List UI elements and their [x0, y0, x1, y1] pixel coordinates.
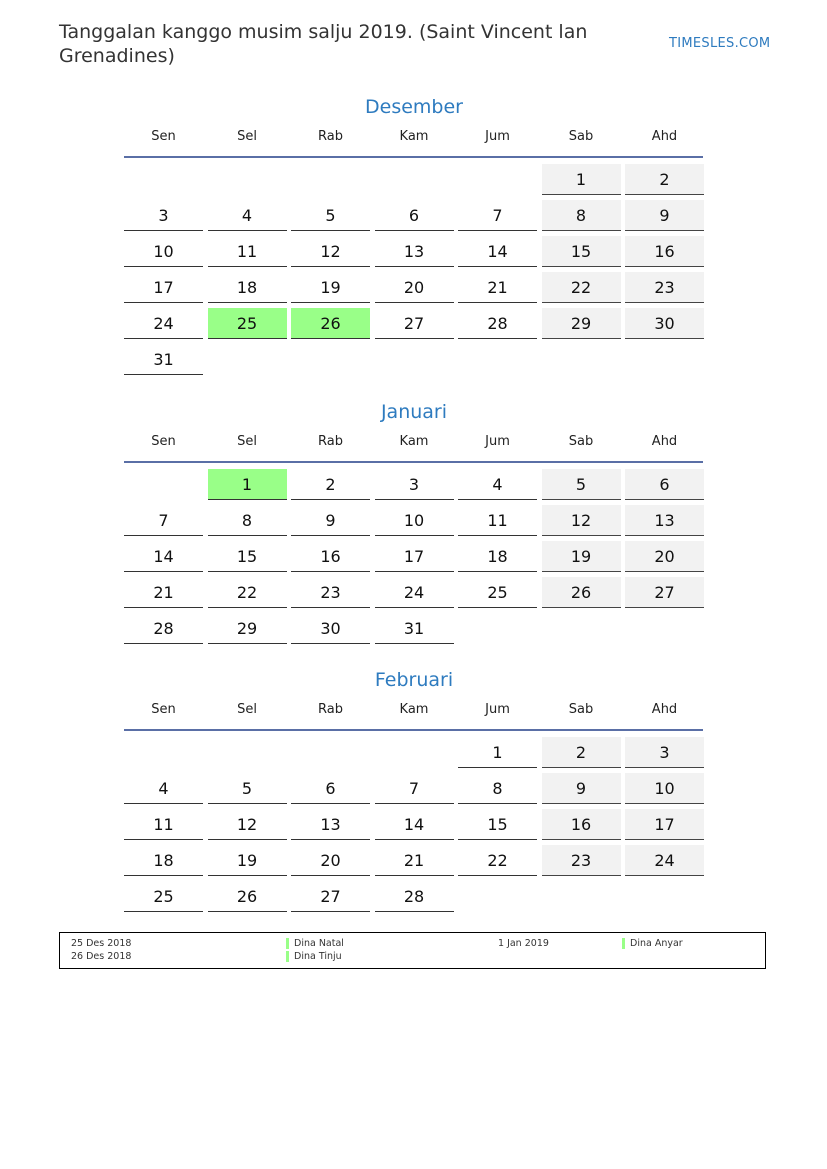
week-row — [124, 272, 704, 308]
empty-day-cell — [291, 737, 370, 768]
empty-day-cell — [625, 613, 704, 644]
empty-day-cell — [375, 737, 454, 768]
empty-day-cell — [291, 344, 370, 375]
day-cell[interactable]: 25 — [458, 577, 537, 608]
empty-day-cell — [458, 613, 537, 644]
week-row — [124, 737, 704, 773]
day-cell[interactable]: 8 — [458, 773, 537, 804]
day-cell[interactable]: 30 — [625, 308, 704, 339]
day-cell[interactable]: 23 — [291, 577, 370, 608]
day-cell[interactable]: 31 — [375, 613, 454, 644]
week-row — [124, 469, 704, 505]
day-cell[interactable]: 29 — [208, 613, 287, 644]
day-cell[interactable]: 11 — [124, 809, 203, 840]
empty-day-cell — [458, 344, 537, 375]
day-cell[interactable]: 4 — [208, 200, 287, 231]
weekday-label: Jum — [485, 434, 510, 449]
day-cell[interactable]: 20 — [375, 272, 454, 303]
day-cell[interactable]: 2 — [291, 469, 370, 500]
day-cell[interactable]: 22 — [542, 272, 621, 303]
month-block — [124, 93, 704, 380]
weekday-label: Sel — [237, 434, 257, 449]
week-row — [124, 881, 704, 917]
week-row — [124, 164, 704, 200]
day-cell[interactable]: 12 — [291, 236, 370, 267]
weekday-label: Rab — [318, 434, 343, 449]
day-cell[interactable]: 21 — [375, 845, 454, 876]
day-cell[interactable]: 8 — [542, 200, 621, 231]
day-cell[interactable]: 16 — [625, 236, 704, 267]
weekday-label: Sen — [151, 129, 176, 144]
legend-date: 26 Des 2018 — [71, 951, 132, 962]
day-cell[interactable]: 23 — [625, 272, 704, 303]
day-cell[interactable]: 18 — [458, 541, 537, 572]
weekday-label: Sab — [568, 129, 594, 144]
week-row — [124, 505, 704, 541]
day-cell[interactable]: 19 — [208, 845, 287, 876]
empty-day-cell — [375, 344, 454, 375]
day-cell[interactable]: 25 — [124, 881, 203, 912]
day-cell[interactable]: 15 — [458, 809, 537, 840]
day-cell[interactable]: 12 — [208, 809, 287, 840]
day-cell[interactable]: 2 — [625, 164, 704, 195]
day-cell[interactable]: 1 — [458, 737, 537, 768]
day-cell[interactable]: 12 — [542, 505, 621, 536]
month-name: Desember — [365, 96, 463, 118]
weekday-header — [124, 125, 704, 149]
month-block — [124, 398, 704, 649]
day-cell[interactable]: 14 — [124, 541, 203, 572]
day-cell[interactable]: 27 — [375, 308, 454, 339]
holiday-legend — [59, 932, 766, 969]
day-cell[interactable]: 19 — [542, 541, 621, 572]
header-divider — [124, 156, 703, 158]
empty-day-cell — [625, 344, 704, 375]
week-row — [124, 200, 704, 236]
day-cell[interactable]: 6 — [375, 200, 454, 231]
empty-day-cell — [124, 469, 203, 500]
day-cell[interactable]: 23 — [542, 845, 621, 876]
day-cell[interactable]: 17 — [375, 541, 454, 572]
day-cell[interactable]: 17 — [124, 272, 203, 303]
week-row — [124, 236, 704, 272]
day-cell[interactable]: 6 — [625, 469, 704, 500]
day-cell[interactable]: 10 — [625, 773, 704, 804]
day-cell[interactable]: 22 — [458, 845, 537, 876]
day-cell[interactable]: 31 — [124, 344, 203, 375]
day-cell[interactable]: 8 — [208, 505, 287, 536]
day-cell[interactable]: 15 — [208, 541, 287, 572]
weekday-label: Ahd — [651, 129, 678, 144]
legend-holiday-name: Dina Anyar — [622, 938, 683, 950]
day-cell[interactable]: 11 — [208, 236, 287, 267]
day-cell[interactable]: 16 — [291, 541, 370, 572]
weekday-label: Kam — [399, 434, 429, 449]
weekday-label: Sen — [151, 702, 176, 717]
legend-holiday-name: Dina Natal — [286, 938, 344, 950]
month-name: Januari — [380, 401, 448, 423]
empty-day-cell — [542, 344, 621, 375]
day-cell[interactable]: 4 — [124, 773, 203, 804]
weekday-label: Jum — [485, 129, 510, 144]
empty-day-cell — [208, 737, 287, 768]
weekday-label: Ahd — [651, 434, 678, 449]
holiday-day-cell[interactable]: 26 — [291, 308, 370, 339]
brand-link[interactable]: TIMESLES.COM — [669, 36, 771, 51]
empty-day-cell — [124, 737, 203, 768]
day-cell[interactable]: 13 — [625, 505, 704, 536]
weekday-label: Sen — [151, 434, 176, 449]
day-cell[interactable]: 21 — [124, 577, 203, 608]
day-cell[interactable]: 16 — [542, 809, 621, 840]
empty-day-cell — [542, 881, 621, 912]
day-cell[interactable]: 21 — [458, 272, 537, 303]
week-row — [124, 613, 704, 649]
empty-day-cell — [208, 164, 287, 195]
day-cell[interactable]: 14 — [458, 236, 537, 267]
day-cell[interactable]: 7 — [375, 773, 454, 804]
day-cell[interactable]: 3 — [625, 737, 704, 768]
holiday-day-cell[interactable]: 1 — [208, 469, 287, 500]
weekday-label: Sab — [568, 434, 594, 449]
weekday-header — [124, 430, 704, 454]
day-cell[interactable]: 17 — [625, 809, 704, 840]
legend-color-swatch — [286, 951, 289, 962]
legend-holiday-name: Dina Tinju — [286, 951, 342, 963]
week-row — [124, 577, 704, 613]
weekday-label: Ahd — [651, 702, 678, 717]
empty-day-cell — [625, 881, 704, 912]
day-cell[interactable]: 4 — [458, 469, 537, 500]
day-cell[interactable]: 28 — [124, 613, 203, 644]
weekday-label: Sel — [237, 129, 257, 144]
day-cell[interactable]: 3 — [375, 469, 454, 500]
empty-day-cell — [291, 164, 370, 195]
day-cell[interactable]: 24 — [124, 308, 203, 339]
day-cell[interactable]: 28 — [458, 308, 537, 339]
day-cell[interactable]: 10 — [375, 505, 454, 536]
weekday-label: Rab — [318, 702, 343, 717]
week-row — [124, 541, 704, 577]
page-title: Tanggalan kanggo musim salju 2019. (Saint Vincent lan Grenadines) — [59, 21, 588, 67]
day-cell[interactable]: 15 — [542, 236, 621, 267]
weekday-label: Kam — [399, 129, 429, 144]
week-row — [124, 809, 704, 845]
day-cell[interactable]: 22 — [208, 577, 287, 608]
day-cell[interactable]: 5 — [291, 200, 370, 231]
header-divider — [124, 461, 703, 463]
day-cell[interactable]: 20 — [291, 845, 370, 876]
day-cell[interactable]: 19 — [291, 272, 370, 303]
day-cell[interactable]: 9 — [542, 773, 621, 804]
month-block — [124, 666, 704, 917]
day-cell[interactable]: 20 — [625, 541, 704, 572]
week-row — [124, 773, 704, 809]
week-row — [124, 308, 704, 344]
legend-date: 25 Des 2018 — [71, 938, 132, 949]
weekday-label: Sel — [237, 702, 257, 717]
day-cell[interactable]: 5 — [208, 773, 287, 804]
day-cell[interactable]: 24 — [375, 577, 454, 608]
empty-day-cell — [375, 164, 454, 195]
week-row — [124, 344, 704, 380]
header-divider — [124, 729, 703, 731]
day-cell[interactable]: 28 — [375, 881, 454, 912]
empty-day-cell — [458, 881, 537, 912]
weekday-label: Kam — [399, 702, 429, 717]
weekday-header — [124, 698, 704, 722]
empty-day-cell — [124, 164, 203, 195]
day-cell[interactable]: 27 — [625, 577, 704, 608]
weekday-label: Sab — [568, 702, 594, 717]
day-cell[interactable]: 6 — [291, 773, 370, 804]
day-cell[interactable]: 7 — [458, 200, 537, 231]
day-cell[interactable]: 13 — [375, 236, 454, 267]
day-cell[interactable]: 24 — [625, 845, 704, 876]
day-cell[interactable]: 27 — [291, 881, 370, 912]
day-cell[interactable]: 3 — [124, 200, 203, 231]
day-cell[interactable]: 29 — [542, 308, 621, 339]
day-cell[interactable]: 26 — [542, 577, 621, 608]
month-name: Februari — [374, 669, 454, 691]
day-cell[interactable]: 14 — [375, 809, 454, 840]
day-cell[interactable]: 13 — [291, 809, 370, 840]
empty-day-cell — [458, 164, 537, 195]
day-cell[interactable]: 7 — [124, 505, 203, 536]
legend-date: 1 Jan 2019 — [498, 938, 549, 949]
empty-day-cell — [208, 344, 287, 375]
day-cell[interactable]: 30 — [291, 613, 370, 644]
day-cell[interactable]: 10 — [124, 236, 203, 267]
day-cell[interactable]: 18 — [208, 272, 287, 303]
legend-color-swatch — [286, 938, 289, 949]
day-cell[interactable]: 5 — [542, 469, 621, 500]
day-cell[interactable]: 18 — [124, 845, 203, 876]
day-cell[interactable]: 11 — [458, 505, 537, 536]
day-cell[interactable]: 1 — [542, 164, 621, 195]
week-row — [124, 845, 704, 881]
day-cell[interactable]: 9 — [291, 505, 370, 536]
weekday-label: Jum — [485, 702, 510, 717]
day-cell[interactable]: 2 — [542, 737, 621, 768]
legend-color-swatch — [622, 938, 625, 949]
day-cell[interactable]: 9 — [625, 200, 704, 231]
weekday-label: Rab — [318, 129, 343, 144]
holiday-day-cell[interactable]: 25 — [208, 308, 287, 339]
day-cell[interactable]: 26 — [208, 881, 287, 912]
empty-day-cell — [542, 613, 621, 644]
